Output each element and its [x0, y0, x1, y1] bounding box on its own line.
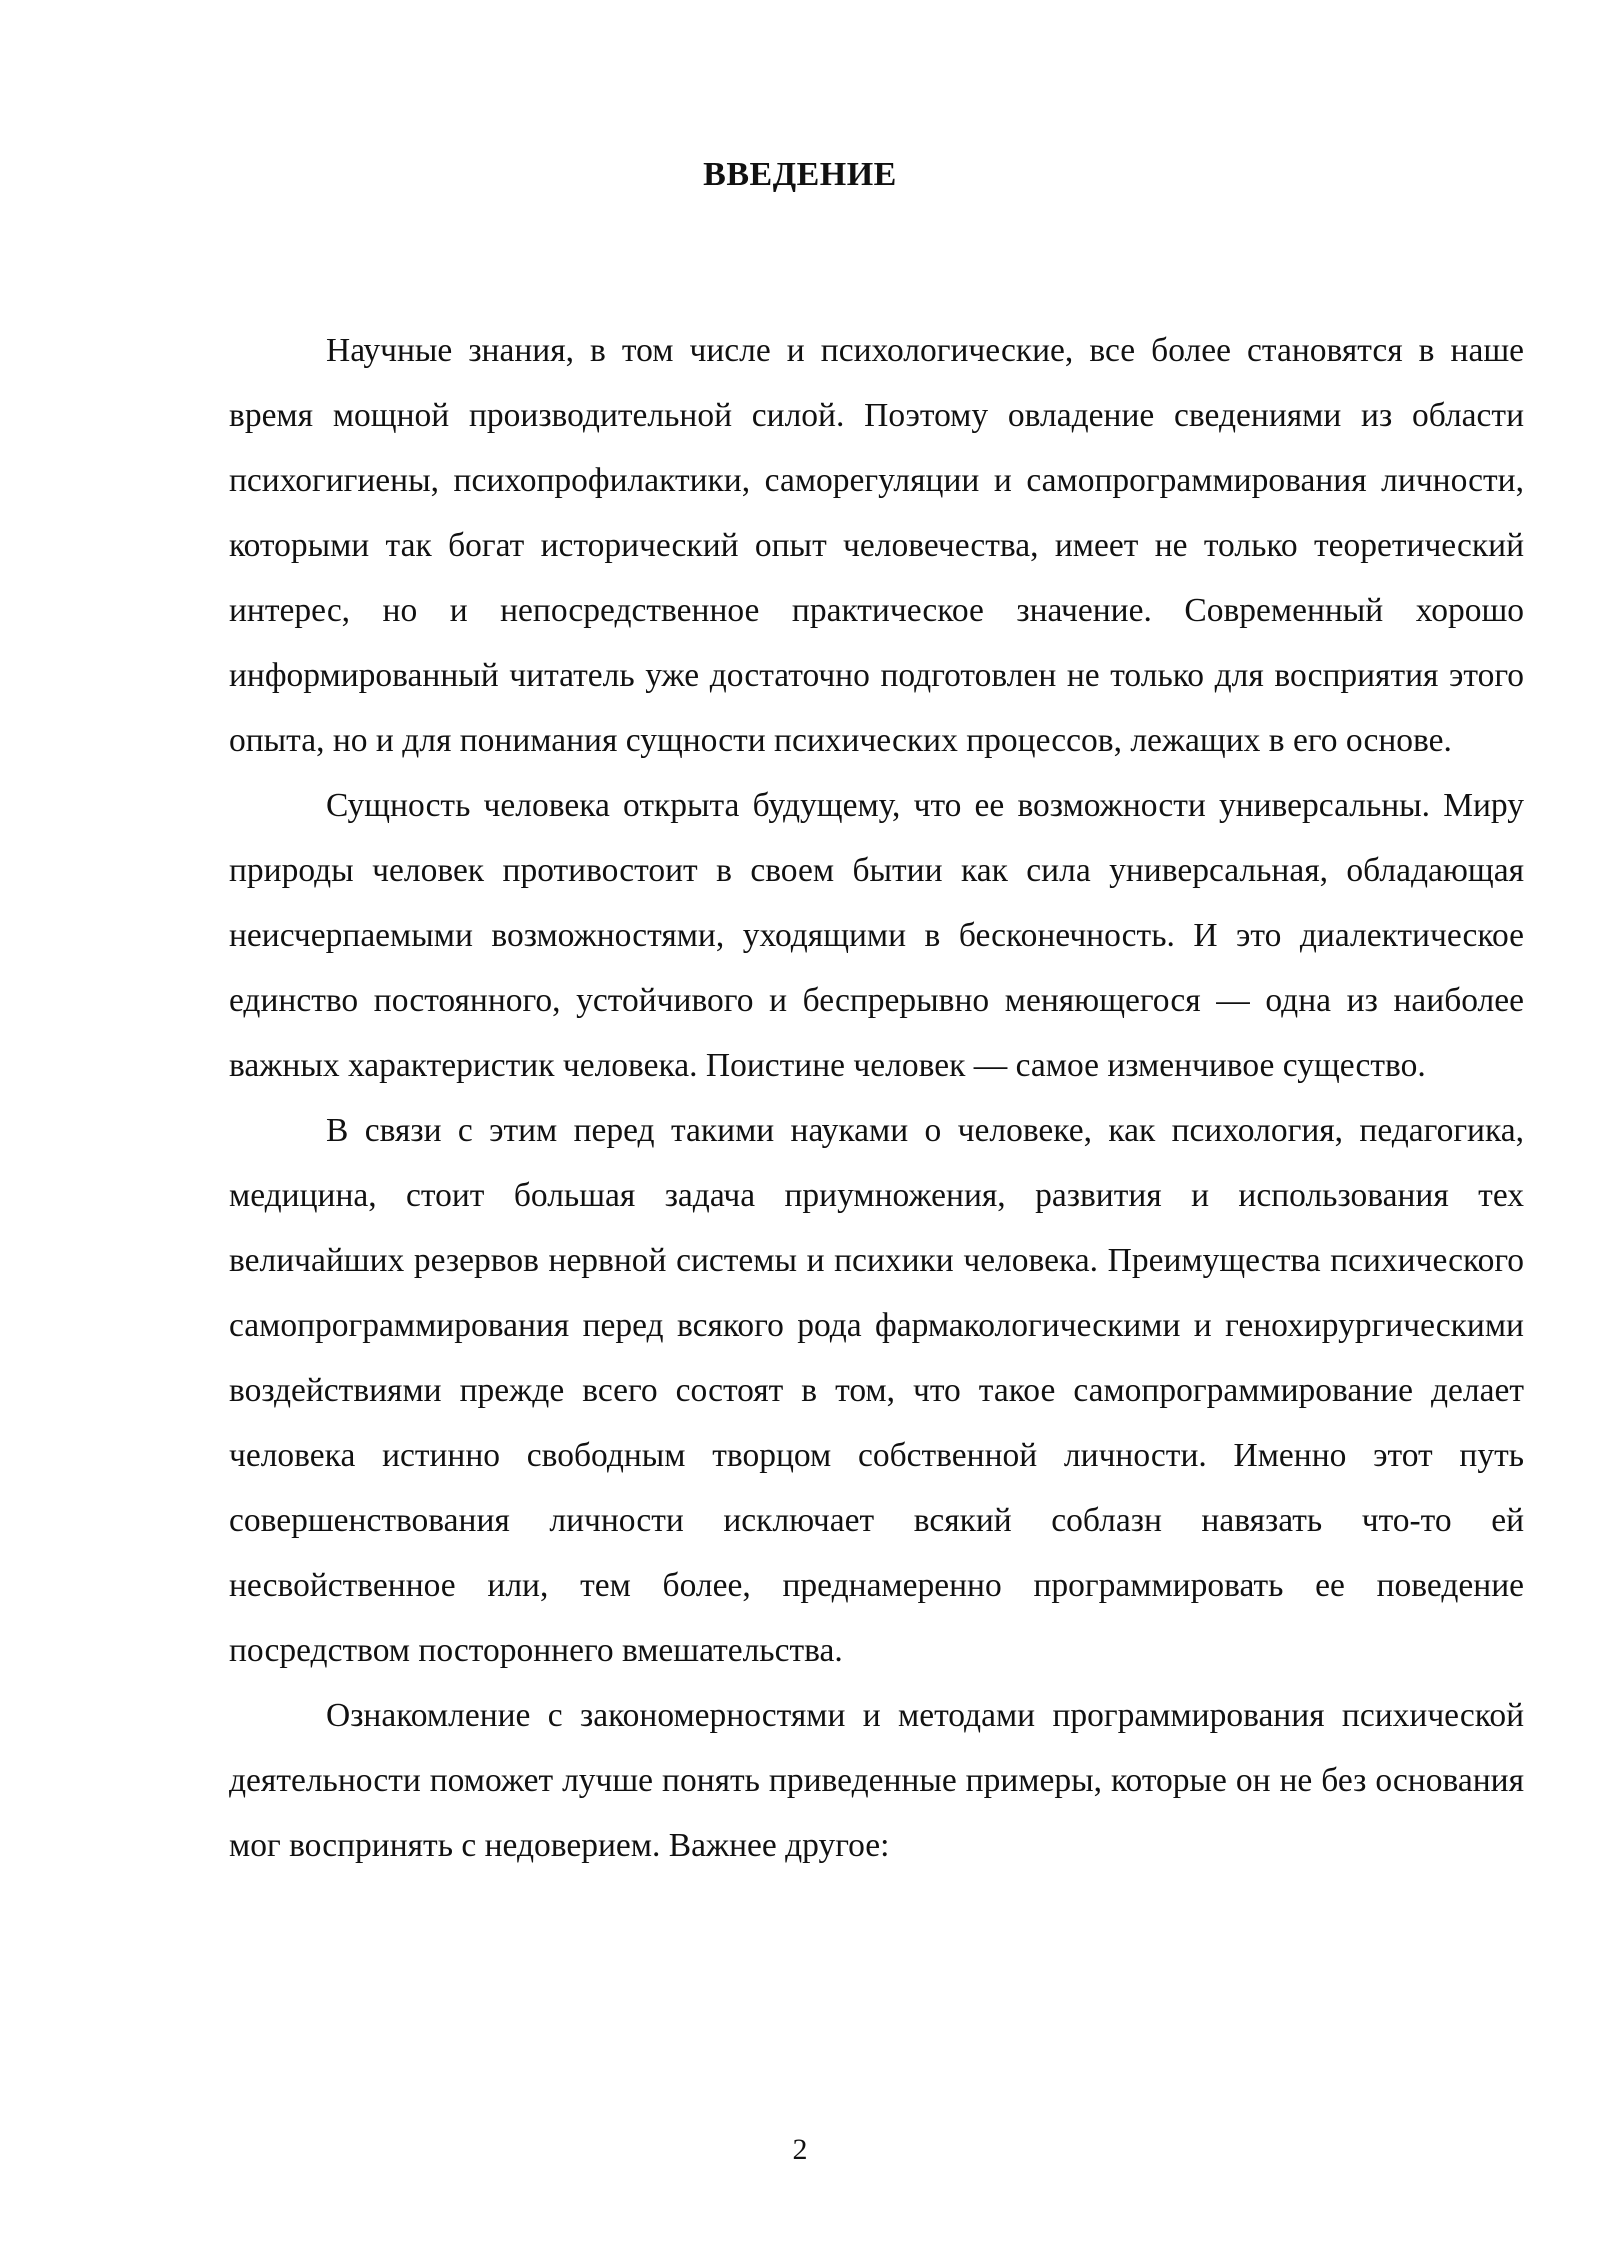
page-number: 2 — [792, 2133, 808, 2166]
paragraph-2: Сущность человека открыта будущему, что ее возможности универсальны. Миру природы человек противостоит в своем бытии как сила универсальная, обладающая неисчерпаемыми возможностями, уходящими в бесконечность. И это диалектическое единство постоянного, устойчивого и беспрерывно меняющегося — одна из наиболее важных характеристик человека. Поистине человек — самое изменчивое существо. — [229, 787, 1524, 1084]
paragraph-1: Научные знания, в том числе и психологические, все более становятся в наше время мощной производительной силой. Поэтому овладение сведениями из области психогигиены, психопрофилактики, саморегуляции и самопрограммирования личности, которыми так богат исторический опыт человечества, имеет не только теоретический интерес, но и непосредственное практическое значение. Современный хорошо информированный читатель уже достаточно подготовлен не только для восприятия этого опыта, но и для понимания сущности психических процессов, лежащих в его основе. — [229, 332, 1524, 759]
paragraph-3: В связи с этим перед такими науками о человеке, как психология, педагогика, медицина, стоит большая задача приумножения, развития и использования тех величайших резервов нервной системы и психики человека. Преимущества психического самопрограммирования перед всякого рода фармакологическими и генохирургическими воздействиями прежде всего состоят в том, что такое самопрограммирование делает человека истинно свободным творцом собственной личности. Именно этот путь совершенствования личности исключает всякий соблазн навязать что-то ей несвойственное или, тем более, преднамеренно программировать ее поведение посредством постороннего вмешательства. — [229, 1112, 1524, 1669]
paragraph-4: Ознакомление с закономерностями и методами программирования психической деятельности поможет лучше понять приведенные примеры, которые он не без основания мог воспринять с недоверием. Важнее другое: — [229, 1697, 1524, 1864]
body-text — [229, 318, 1524, 1878]
page-title: ВВЕДЕНИЕ — [703, 156, 897, 193]
